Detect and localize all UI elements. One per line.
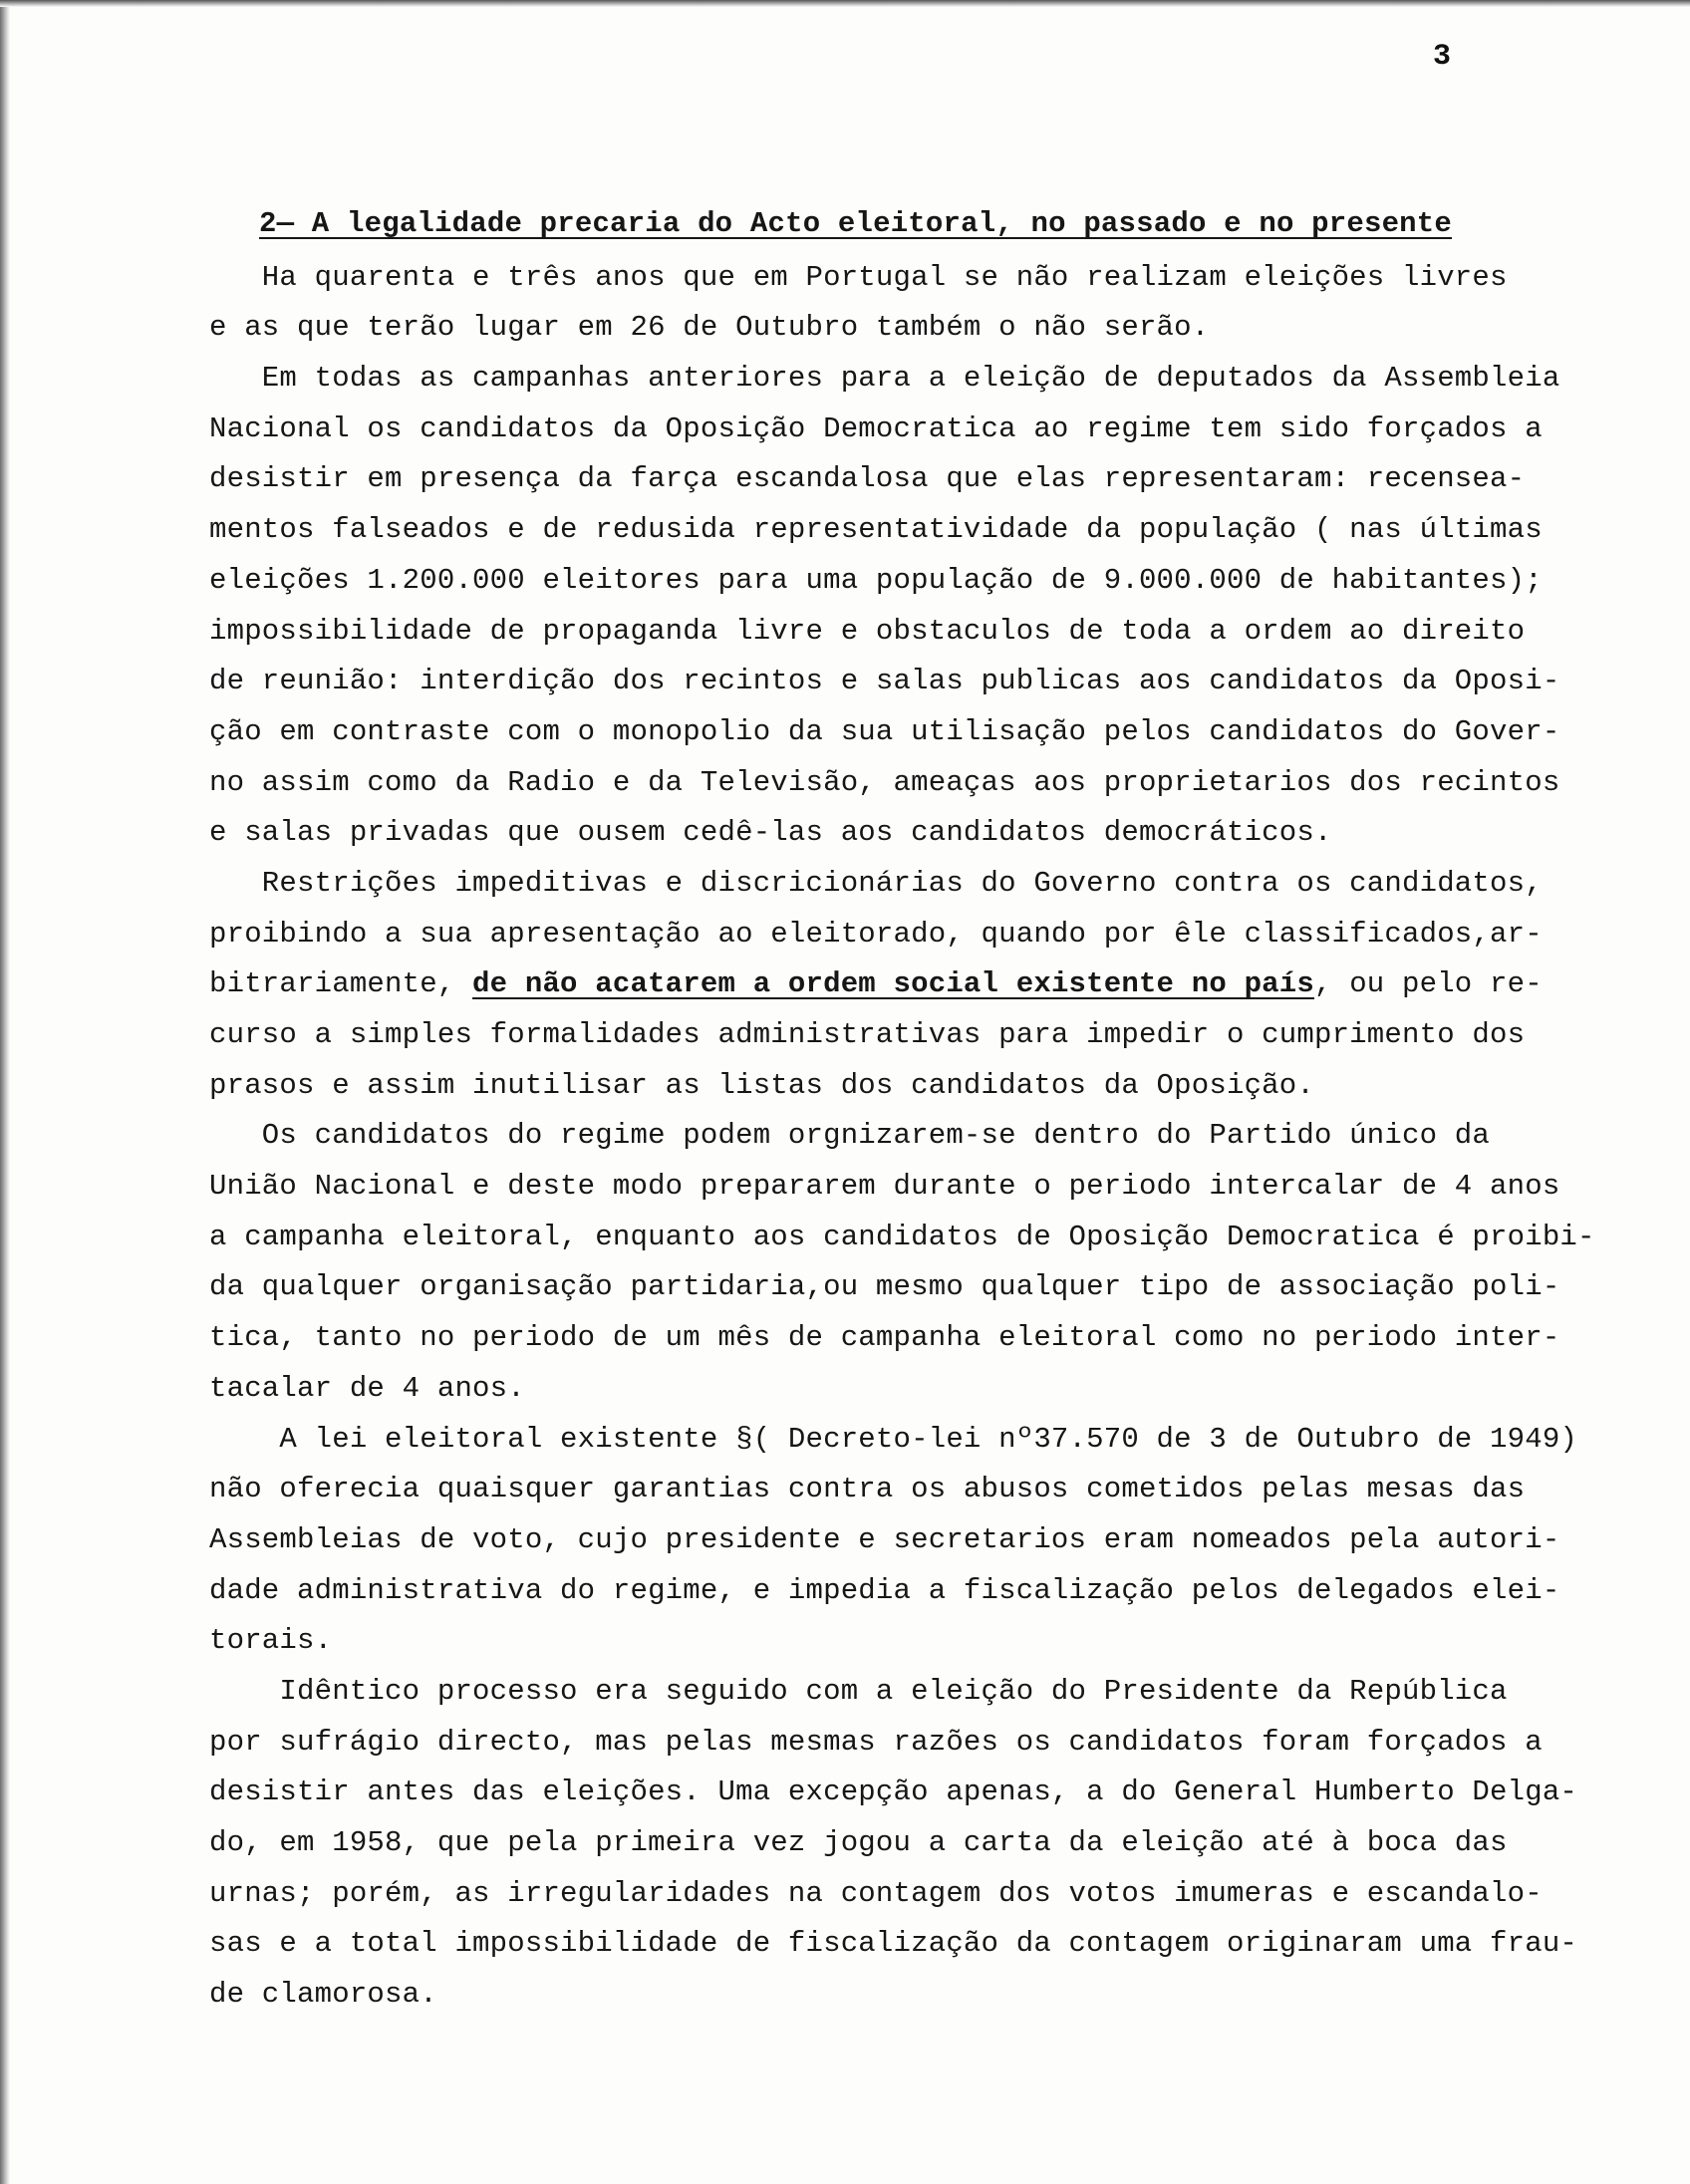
paragraph-line: eleições 1.200.000 eleitores para uma população de 9.000.000 de habitantes); bbox=[209, 563, 1543, 597]
paragraph-line: da qualquer organisação partidaria,ou mesmo qualquer tipo de associação poli- bbox=[209, 1270, 1560, 1304]
paragraph-line: desistir em presença da farça escandalosa que elas representaram: recensea- bbox=[209, 462, 1526, 496]
paragraph-line: Nacional os candidatos da Oposição Democratica ao regime tem sido forçados a bbox=[209, 411, 1543, 445]
paragraph-line: sas e a total impossibilidade de fiscalização da contagem originaram uma frau- bbox=[209, 1927, 1578, 1961]
scan-left-edge bbox=[0, 0, 10, 2184]
paragraph-line: A lei eleitoral existente §( Decreto-lei nº37.570 de 3 de Outubro de 1949) bbox=[209, 1422, 1578, 1456]
paragraph-line: de clamorosa. bbox=[209, 1978, 437, 2012]
paragraph-line: Idêntico processo era seguido com a eleição do Presidente da República bbox=[209, 1674, 1508, 1708]
paragraph-line: Assembleias de voto, cujo presidente e secretarios eram nomeados pela autori- bbox=[209, 1522, 1560, 1556]
paragraph-line: no assim como da Radio e da Televisão, ameaças aos proprietarios dos recintos bbox=[209, 765, 1560, 799]
paragraph-line: prasos e assim inutilisar as listas dos candidatos da Oposição. bbox=[209, 1068, 1314, 1102]
paragraph-line: não oferecia quaisquer garantias contra os abusos cometidos pelas mesas das bbox=[209, 1473, 1526, 1506]
paragraph-line: curso a simples formalidades administrativas para impedir o cumprimento dos bbox=[209, 1018, 1526, 1051]
document-body bbox=[209, 199, 1595, 2021]
line-text: bitrariamente, bbox=[209, 967, 473, 1001]
paragraph-line: urnas; porém, as irregularidades na contagem dos votos imumeras e escandalo- bbox=[209, 1876, 1543, 1910]
underlined-phrase: de não acatarem a ordem social existente no país bbox=[472, 967, 1314, 1001]
paragraph-line: tacalar de 4 anos. bbox=[209, 1371, 525, 1405]
paragraph-1 bbox=[209, 253, 1584, 354]
paragraph-line: mentos falseados e de redusida representatividade da população ( nas últimas bbox=[209, 513, 1543, 547]
line-text: , ou pelo re- bbox=[1313, 967, 1543, 1001]
paragraph-line: tica, tanto no periodo de um mês de campanha eleitoral como no periodo inter- bbox=[209, 1321, 1560, 1355]
paragraph-line: Os candidatos do regime podem orgnizarem-se dentro do Partido único da bbox=[209, 1119, 1491, 1153]
paragraph-3 bbox=[209, 859, 1584, 1111]
paragraph-6 bbox=[209, 1667, 1584, 2021]
paragraph-5 bbox=[209, 1415, 1584, 1667]
paragraph-line: e salas privadas que ousem cedê-las aos candidatos democráticos. bbox=[209, 816, 1332, 850]
paragraph-line: do, em 1958, que pela primeira vez jogou a carta da eleição até à boca das bbox=[209, 1826, 1508, 1859]
paragraph-line: desistir antes das eleições. Uma excepção apenas, a do General Humberto Delga- bbox=[209, 1775, 1578, 1809]
scan-top-edge bbox=[0, 0, 1690, 7]
paragraph-line: dade administrativa do regime, e impedia a fiscalização pelos delegados elei- bbox=[209, 1573, 1560, 1607]
paragraph-line: proibindo a sua apresentação ao eleitorado, quando por êle classificados,ar- bbox=[209, 917, 1543, 951]
paragraph-line: de reunião: interdição dos recintos e salas publicas aos candidatos da Oposi- bbox=[209, 665, 1560, 698]
paragraph-line: impossibilidade de propaganda livre e obstaculos de toda a ordem ao direito bbox=[209, 614, 1526, 648]
paragraph-line: Ha quarenta e três anos que em Portugal se não realizam eleições livres bbox=[209, 260, 1508, 294]
paragraph-line: e as que terão lugar em 26 de Outubro também o não serão. bbox=[209, 311, 1210, 345]
section-heading: 2— A legalidade precaria do Acto eleitoral, no passado e no presente bbox=[259, 207, 1452, 240]
paragraph-line: a campanha eleitoral, enquanto aos candidatos de Oposição Democratica é proibi- bbox=[209, 1220, 1595, 1253]
paragraph-line: União Nacional e deste modo prepararem durante o periodo intercalar de 4 anos bbox=[209, 1170, 1560, 1204]
paragraph-2 bbox=[209, 354, 1584, 859]
page-number: 3 bbox=[1433, 40, 1452, 74]
paragraph-line: por sufrágio directo, mas pelas mesmas razões os candidatos foram forçados a bbox=[209, 1725, 1543, 1759]
paragraph-line: Restrições impeditivas e discricionárias do Governo contra os candidatos, bbox=[209, 866, 1543, 900]
paragraph-line-with-underline bbox=[209, 959, 1584, 1010]
paragraph-line: ção em contraste com o monopolio da sua utilisação pelos candidatos do Gover- bbox=[209, 714, 1560, 748]
paragraph-4 bbox=[209, 1111, 1595, 1414]
paragraph-line: Em todas as campanhas anteriores para a eleição de deputados da Assembleia bbox=[209, 362, 1560, 396]
paragraph-line: torais. bbox=[209, 1624, 333, 1658]
